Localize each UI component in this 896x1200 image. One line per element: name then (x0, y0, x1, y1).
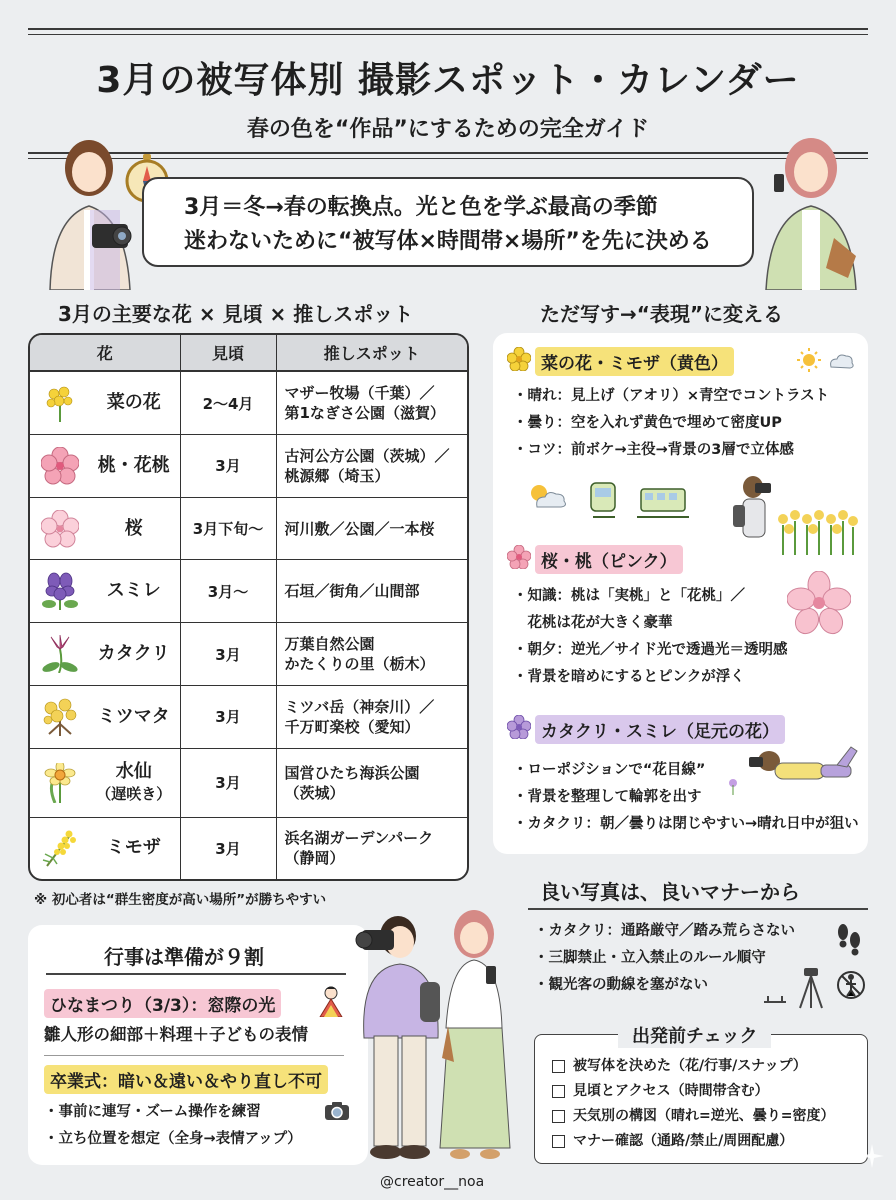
expression-panel (493, 333, 868, 854)
season-cell: 3月下旬〜 (180, 497, 276, 560)
spot-line-1: 河川敷／公園／一本桜 (284, 519, 435, 538)
intro-line-2: 迷わないために“被写体×時間帯×場所”を先に決める (184, 229, 712, 254)
sparkle-icon (860, 1144, 884, 1168)
checklist-items (552, 1054, 834, 1154)
manners-rule (528, 908, 868, 910)
graduation-heading: 卒業式：暗い＆遠い＆やり直し不可 (44, 1065, 328, 1094)
list-item: ・曇り：空を入れず黄色で埋めて密度UP (513, 415, 782, 431)
mitsumata-flower-icon (40, 697, 80, 737)
flower-name: ミツマタ (97, 705, 170, 727)
season-cell: 3月 (180, 685, 276, 748)
spot-line-2: 桃源郷（埼玉） (284, 466, 390, 485)
checklist-item[interactable] (552, 1079, 834, 1104)
table-footnote: ※ 初心者は“群生密度が高い場所”が勝ちやすい (34, 892, 327, 908)
checklist-heading (618, 1022, 771, 1048)
checklist-item[interactable] (552, 1104, 834, 1129)
spot-line-1: ミツバ岳（神奈川）／ (284, 697, 435, 716)
manners-list (534, 918, 795, 999)
checklist-heading-text: 出発前チェック (632, 1026, 758, 1047)
large-cherry-blossom-icon (787, 571, 851, 635)
peach-blossom-icon (40, 446, 80, 486)
table-row (30, 371, 467, 435)
block-heading-yellow: 菜の花・ミモザ（黄色） (535, 347, 734, 376)
katakuri-flower-icon (40, 634, 80, 674)
cherry-blossom-icon (40, 509, 80, 549)
list-item: ・カタクリ：朝／曇りは閉じやすい→晴れ日中が狙い (513, 816, 859, 832)
checkbox-icon[interactable] (552, 1135, 565, 1148)
table-row (30, 748, 467, 817)
page-title: 3月の被写体別 撮影スポット・カレンダー (96, 60, 800, 101)
events-divider (44, 1055, 344, 1056)
block-list-yellow (513, 383, 829, 464)
expression-section-title: ただ写す→“表現”に変える (540, 302, 784, 326)
list-item: ・朝夕：逆光／サイド光で透過光＝透明感 (513, 642, 788, 658)
list-item: ・知識：桃は「実桃」と「花桃」／ (513, 588, 745, 604)
season-cell: 3月 (180, 817, 276, 879)
list-item: 花桃は花が大きく豪華 (513, 615, 673, 631)
page-subtitle: 春の色を“作品”にするための完全ガイド (246, 117, 650, 142)
checklist-label: マナー確認（通路/禁止/周囲配慮） (573, 1133, 794, 1149)
rapeseed-flower-icon (40, 383, 80, 423)
season-cell: 3月 (180, 435, 276, 498)
rapeseed-mini-icon (507, 347, 531, 371)
season-cell: 3月 (180, 748, 276, 817)
photographer-in-field-illustration (713, 471, 861, 555)
block-list-purple (513, 757, 859, 838)
flower-table (28, 333, 469, 881)
violet-mini-icon (507, 715, 531, 739)
events-panel (28, 925, 368, 1165)
flower-name-note: （遅咲き） (96, 784, 172, 803)
list-item: ・コツ：前ボケ→主役→背景の3層で立体感 (513, 442, 794, 458)
list-item: ・背景を整理して輪郭を出す (513, 789, 702, 805)
spot-line-2: （静岡） (284, 849, 345, 868)
weather-train-illustration (523, 473, 693, 523)
table-row (30, 435, 467, 498)
header-flower: 花 (30, 335, 180, 371)
spot-line-2: 第1なぎさ公園（滋賀） (284, 404, 445, 422)
intro-speech-bubble (142, 177, 754, 267)
spot-line-2: 千万町楽校（愛知） (284, 717, 420, 736)
hinamatsuri-body: 雛人形の細部＋料理＋子どもの表情 (44, 1025, 308, 1044)
checklist-label: 見頃とアクセス（時間帯含む） (573, 1083, 769, 1099)
checklist-label: 天気別の構図（晴れ=逆光、曇り=密度） (573, 1108, 835, 1124)
manners-title: 良い写真は、良いマナーから (540, 880, 800, 904)
credit-text: @creator__noa (380, 1174, 485, 1190)
list-item: ・カタクリ：通路厳守／踏み荒らさない (534, 923, 795, 939)
block-heading-pink: 桜・桃（ピンク） (535, 545, 683, 574)
no-entry-icon (836, 968, 866, 1002)
spot-line-1: 国営ひたち海浜公園 (284, 763, 420, 782)
list-item: ・事前に連写・ズーム操作を練習 (44, 1104, 261, 1120)
sun-cloud-icon (795, 347, 855, 373)
flower-name: スミレ (106, 580, 161, 602)
checkbox-icon[interactable] (552, 1110, 565, 1123)
events-title: 行事は準備が９割 (104, 945, 264, 969)
spot-line-1: 万葉自然公園 (284, 635, 375, 654)
mimosa-flower-icon (40, 828, 80, 868)
top-rule-thin (28, 34, 868, 35)
spot-line-2: （茨城） (284, 783, 345, 802)
spot-line-1: 古河公方公園（茨城）／ (284, 446, 450, 465)
season-cell: 3月 (180, 623, 276, 686)
graduation-list (44, 1099, 302, 1153)
list-item: ・三脚禁止・立入禁止のルール順守 (534, 950, 766, 966)
header-season: 見頃 (180, 335, 276, 371)
intro-line-1: 3月＝冬→春の転換点。光と色を学ぶ最高の季節 (184, 195, 658, 220)
photographer-woman-illustration (34, 128, 144, 290)
spot-line-1: 浜名湖ガーデンパーク (284, 829, 434, 848)
camera-icon (324, 1101, 350, 1121)
table-row (30, 623, 467, 686)
table-row (30, 685, 467, 748)
flower-name: 桜 (124, 517, 143, 539)
block-list-pink (513, 583, 787, 691)
tripod-icon (760, 966, 830, 1010)
flower-name (88, 761, 180, 805)
checklist-label: 被写体を決めた（花/行事/スナップ） (573, 1058, 807, 1074)
smartphone-woman-illustration (756, 128, 866, 290)
season-cell: 2〜4月 (180, 371, 276, 435)
header-spot: 推しスポット (276, 335, 467, 371)
table-header-row (30, 335, 467, 371)
list-item: ・晴れ：見上げ（アオリ）×青空でコントラスト (513, 388, 830, 404)
table-row (30, 817, 467, 879)
list-item: ・立ち位置を想定（全身→表情アップ） (44, 1131, 302, 1147)
checkbox-icon[interactable] (552, 1060, 565, 1073)
list-item: ・背景を暗めにするとピンクが浮く (513, 669, 745, 685)
flower-name-main: 水仙 (115, 760, 152, 782)
hina-doll-icon (316, 985, 346, 1017)
list-item: ・観光客の動線を塞がない (534, 977, 708, 993)
checkbox-icon[interactable] (552, 1085, 565, 1098)
cherry-mini-icon (507, 545, 531, 569)
table-section-title: 3月の主要な花 × 見頃 × 推しスポット (58, 302, 414, 326)
events-title-underline (46, 973, 346, 975)
block-heading-purple: カタクリ・スミレ（足元の花） (535, 715, 785, 744)
checklist-item[interactable] (552, 1129, 834, 1154)
violet-flower-icon (40, 571, 80, 611)
flower-name: 菜の花 (106, 392, 161, 413)
flower-name: カタクリ (97, 643, 170, 665)
table-row (30, 560, 467, 623)
daffodil-flower-icon (40, 763, 80, 803)
table-row (30, 497, 467, 560)
photographer-couple-illustration (350, 908, 522, 1170)
top-rule (28, 28, 868, 30)
spot-line-2: かたくりの里（栃木） (284, 655, 435, 674)
spot-line-1: 石垣／街角／山間部 (284, 582, 420, 601)
flower-name: ミモザ (106, 837, 161, 859)
checklist-item[interactable] (552, 1054, 834, 1079)
list-item: ・ローポジションで“花目線” (513, 762, 706, 778)
season-cell: 3月〜 (180, 560, 276, 623)
hinamatsuri-heading: ひなまつり（3/3）：窓際の光 (44, 989, 281, 1018)
footprints-icon (834, 920, 864, 960)
spot-line-1: マザー牧場（千葉）／ (284, 384, 435, 402)
flower-name: 桃・花桃 (97, 454, 170, 476)
